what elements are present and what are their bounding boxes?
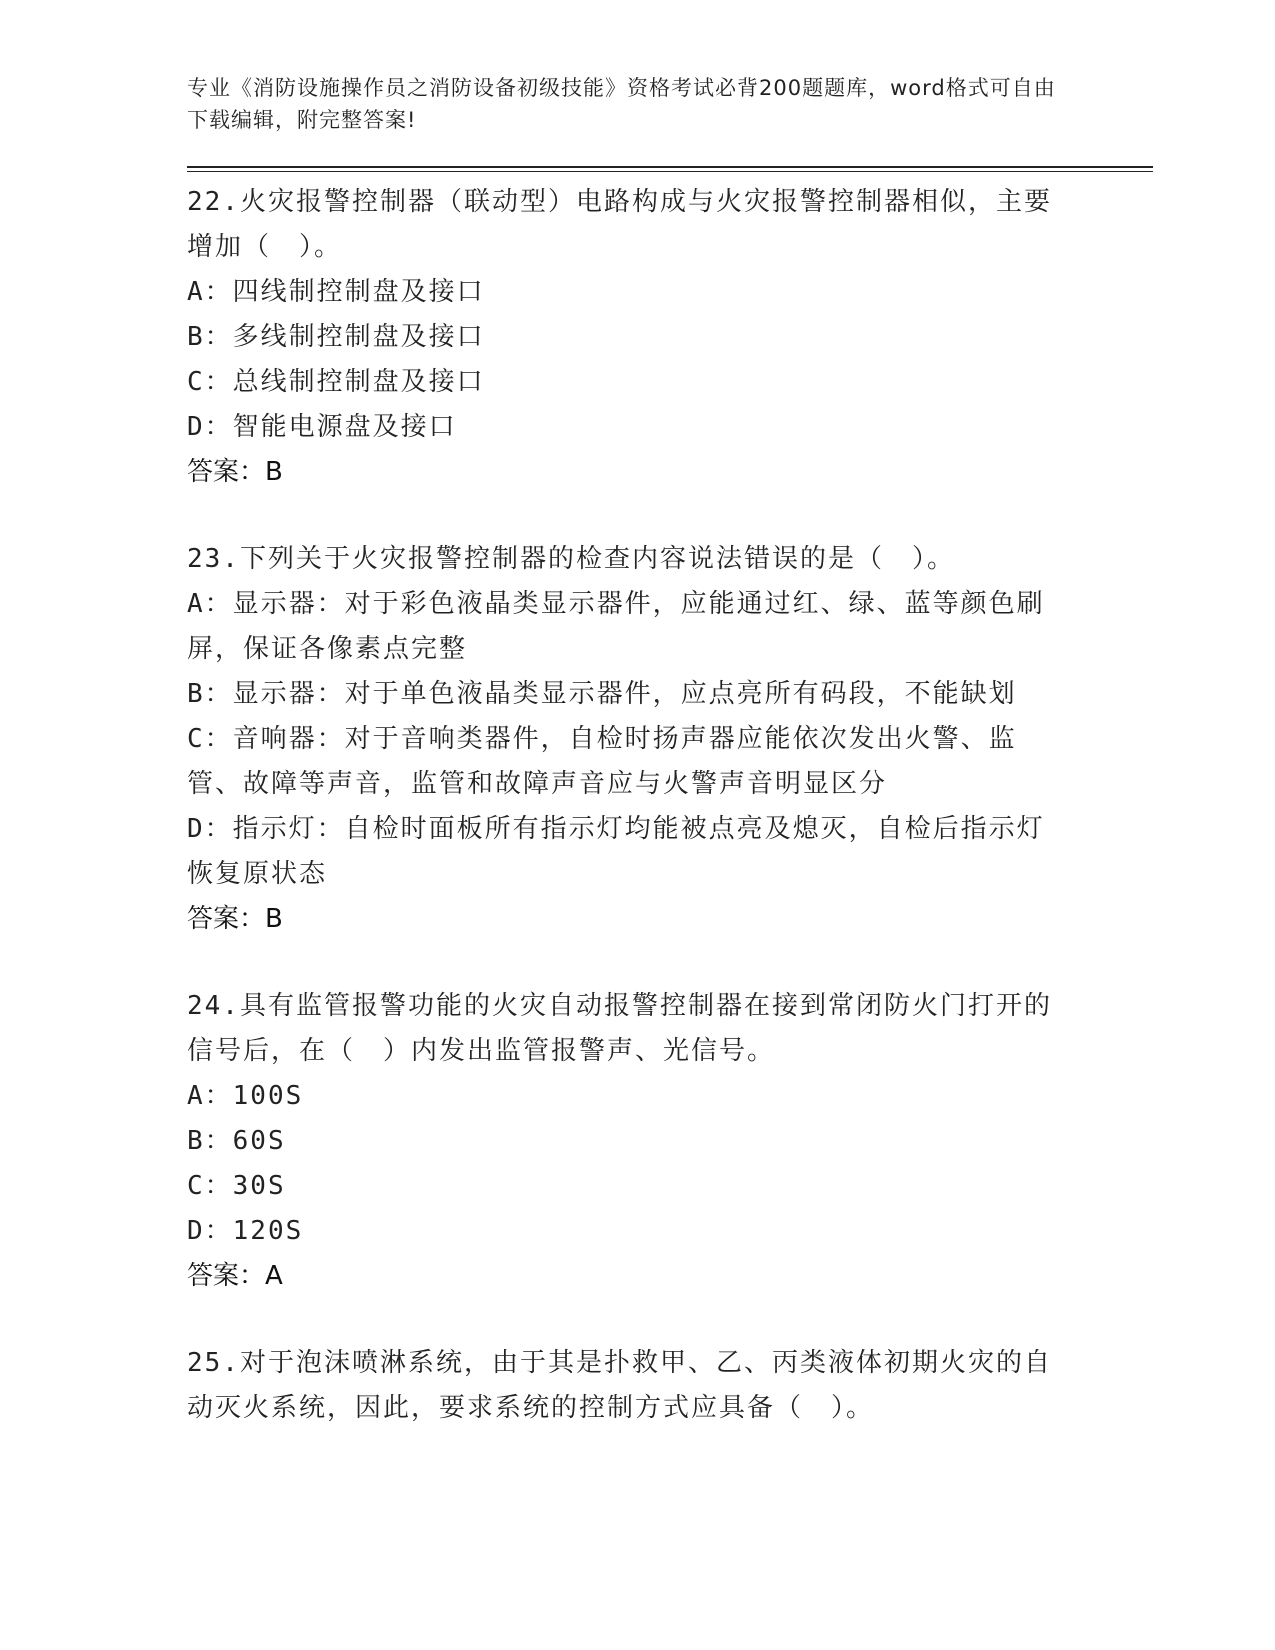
- question-25: [187, 1341, 1147, 1431]
- answer-line: 答案：B: [187, 457, 283, 487]
- document-page: [187, 72, 1147, 1431]
- document-header: 专业《消防设施操作员之消防设备初级技能》资格考试必背200题题库，word格式可自由下载编辑，附完整答案!: [187, 76, 1056, 132]
- option-a: A：100S: [187, 1081, 304, 1111]
- header-divider-thick: [187, 166, 1153, 168]
- option-a: A：四线制控制盘及接口: [187, 277, 485, 307]
- question-stem: 24.具有监管报警功能的火灾自动报警控制器在接到常闭防火门打开的信号后，在（ ）内发出监管报警声、光信号。: [187, 991, 1052, 1066]
- option-d: D：120S: [187, 1216, 304, 1246]
- question-24: [187, 984, 1147, 1299]
- option-c: C：总线制控制盘及接口: [187, 367, 485, 397]
- option-b: B：60S: [187, 1126, 286, 1156]
- question-22: [187, 180, 1147, 495]
- option-d: D：指示灯：自检时面板所有指示灯均能被点亮及熄灭，自检后指示灯恢复原状态: [187, 814, 1045, 889]
- option-b: B：多线制控制盘及接口: [187, 322, 485, 352]
- option-a: A：显示器：对于彩色液晶类显示器件，应能通过红、绿、蓝等颜色刷屏，保证各像素点完整: [187, 589, 1045, 664]
- option-c: C：音响器：对于音响类器件，自检时扬声器应能依次发出火警、监管、故障等声音，监管和故障声音应与火警声音明显区分: [187, 724, 1017, 799]
- header-divider-thin: [187, 171, 1153, 172]
- question-stem: 25.对于泡沫喷淋系统，由于其是扑救甲、乙、丙类液体初期火灾的自动灭火系统，因此，要求系统的控制方式应具备（ ）。: [187, 1348, 1052, 1423]
- option-b: B：显示器：对于单色液晶类显示器件，应点亮所有码段，不能缺划: [187, 679, 1017, 709]
- answer-line: 答案：A: [187, 1261, 283, 1291]
- question-23: [187, 537, 1147, 942]
- option-d: D：智能电源盘及接口: [187, 412, 457, 442]
- answer-line: 答案：B: [187, 904, 283, 934]
- question-stem: 23.下列关于火灾报警控制器的检查内容说法错误的是（ ）。: [187, 544, 955, 574]
- question-stem: 22.火灾报警控制器（联动型）电路构成与火灾报警控制器相似，主要增加（ ）。: [187, 187, 1052, 262]
- option-c: C：30S: [187, 1171, 286, 1201]
